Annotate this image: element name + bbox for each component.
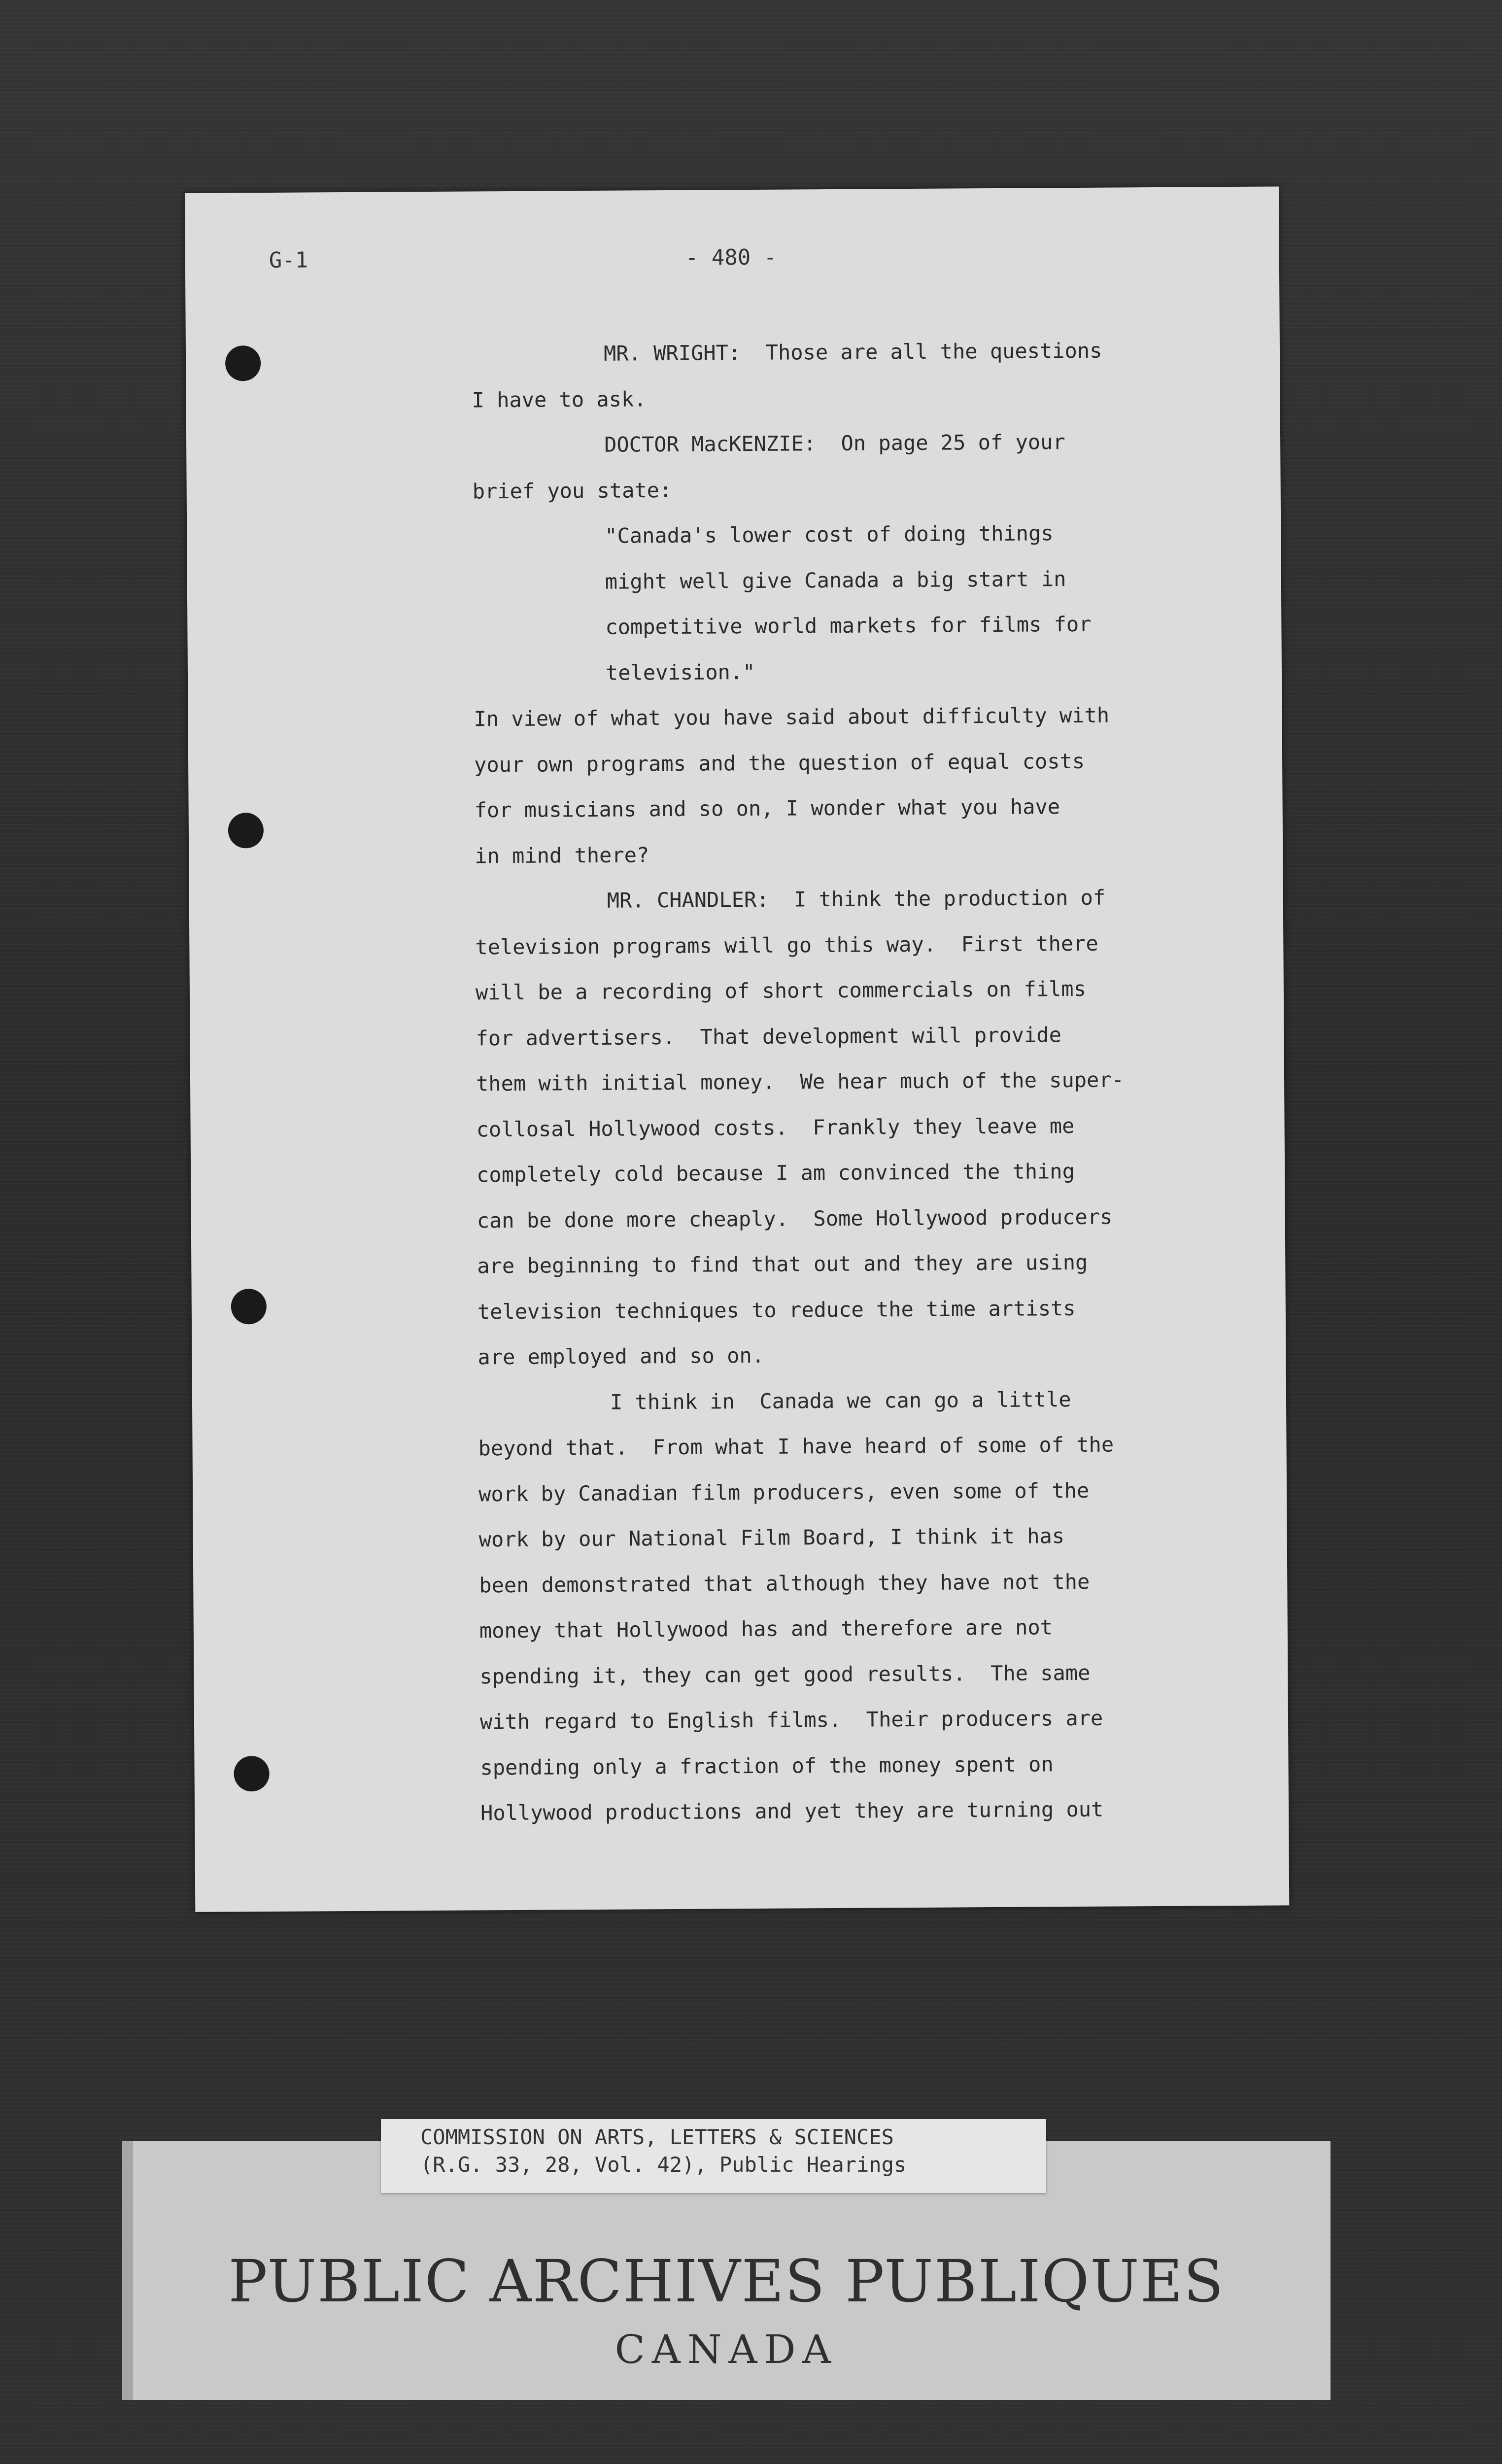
text-line: will be a recording of short commercials on films	[475, 976, 1087, 1005]
text-line: been demonstrated that although they have not the	[479, 1569, 1090, 1597]
text-line: are beginning to find that out and they are using	[477, 1250, 1088, 1278]
text-line: In view of what you have said about difficulty with	[474, 703, 1110, 731]
text-line: are employed and so on.	[478, 1343, 765, 1369]
text-line: "Canada's lower cost of doing things	[605, 521, 1054, 548]
text-line: for advertisers. That development will provide	[476, 1022, 1062, 1050]
archives-title: PUBLIC ARCHIVES PUBLIQUES	[228, 2247, 1225, 2315]
binder-hole-2	[228, 813, 264, 848]
archives-subtitle: CANADA	[614, 2327, 838, 2372]
text-line: television techniques to reduce the time artists	[477, 1296, 1076, 1324]
transcript-body	[472, 327, 1250, 1836]
text-line: them with initial money. We hear much of the super-	[476, 1067, 1125, 1096]
archive-label-line-1: COMMISSION ON ARTS, LETTERS & SCIENCES	[420, 2125, 894, 2149]
text-line: television."	[605, 659, 755, 685]
page-number: - 480 -	[685, 244, 777, 271]
text-line: brief you state:	[472, 478, 672, 503]
text-line: in mind there?	[475, 842, 649, 868]
text-line: might well give Canada a big start in	[605, 566, 1066, 594]
binder-hole-4	[234, 1756, 269, 1791]
text-line: MR. CHANDLER: I think the production of	[607, 885, 1106, 913]
text-line: spending it, they can get good results. The same	[479, 1660, 1091, 1688]
archive-label-line-2: (R.G. 33, 28, Vol. 42), Public Hearings	[420, 2153, 907, 2177]
page-id: G-1	[269, 247, 308, 273]
binder-hole-1	[225, 345, 261, 381]
archive-label	[381, 2119, 1046, 2193]
text-line: DOCTOR MacKENZIE: On page 25 of your	[604, 430, 1065, 457]
text-line: work by Canadian film producers, even some of the	[478, 1478, 1090, 1506]
text-line: MR. WRIGHT: Those are all the questions	[603, 338, 1102, 366]
text-line: beyond that. From what I have heard of some of the	[478, 1432, 1114, 1461]
text-line: television programs will go this way. First there	[475, 931, 1098, 959]
text-line: money that Hollywood has and therefore are not	[479, 1615, 1053, 1643]
document-page	[185, 186, 1289, 1912]
text-line: collosal Hollywood costs. Frankly they leave me	[476, 1113, 1075, 1141]
text-line: completely cold because I am convinced the thing	[477, 1159, 1075, 1187]
text-line: your own programs and the question of equal costs	[474, 749, 1085, 777]
text-line: for musicians and so on, I wonder what you have	[474, 794, 1060, 822]
binder-hole-3	[231, 1289, 267, 1324]
text-line: I think in Canada we can go a little	[610, 1387, 1071, 1414]
text-line: Hollywood productions and yet they are turning out	[480, 1797, 1104, 1825]
text-line: competitive world markets for films for	[605, 612, 1092, 639]
archive-stamp	[122, 2125, 1331, 2400]
text-line: can be done more cheaply. Some Hollywood producers	[477, 1204, 1113, 1232]
text-line: I have to ask.	[472, 386, 647, 412]
text-line: spending only a fraction of the money spent on	[480, 1751, 1054, 1780]
text-line: work by our National Film Board, I think it has	[478, 1524, 1065, 1552]
text-line: with regard to English films. Their producers are	[479, 1706, 1103, 1734]
